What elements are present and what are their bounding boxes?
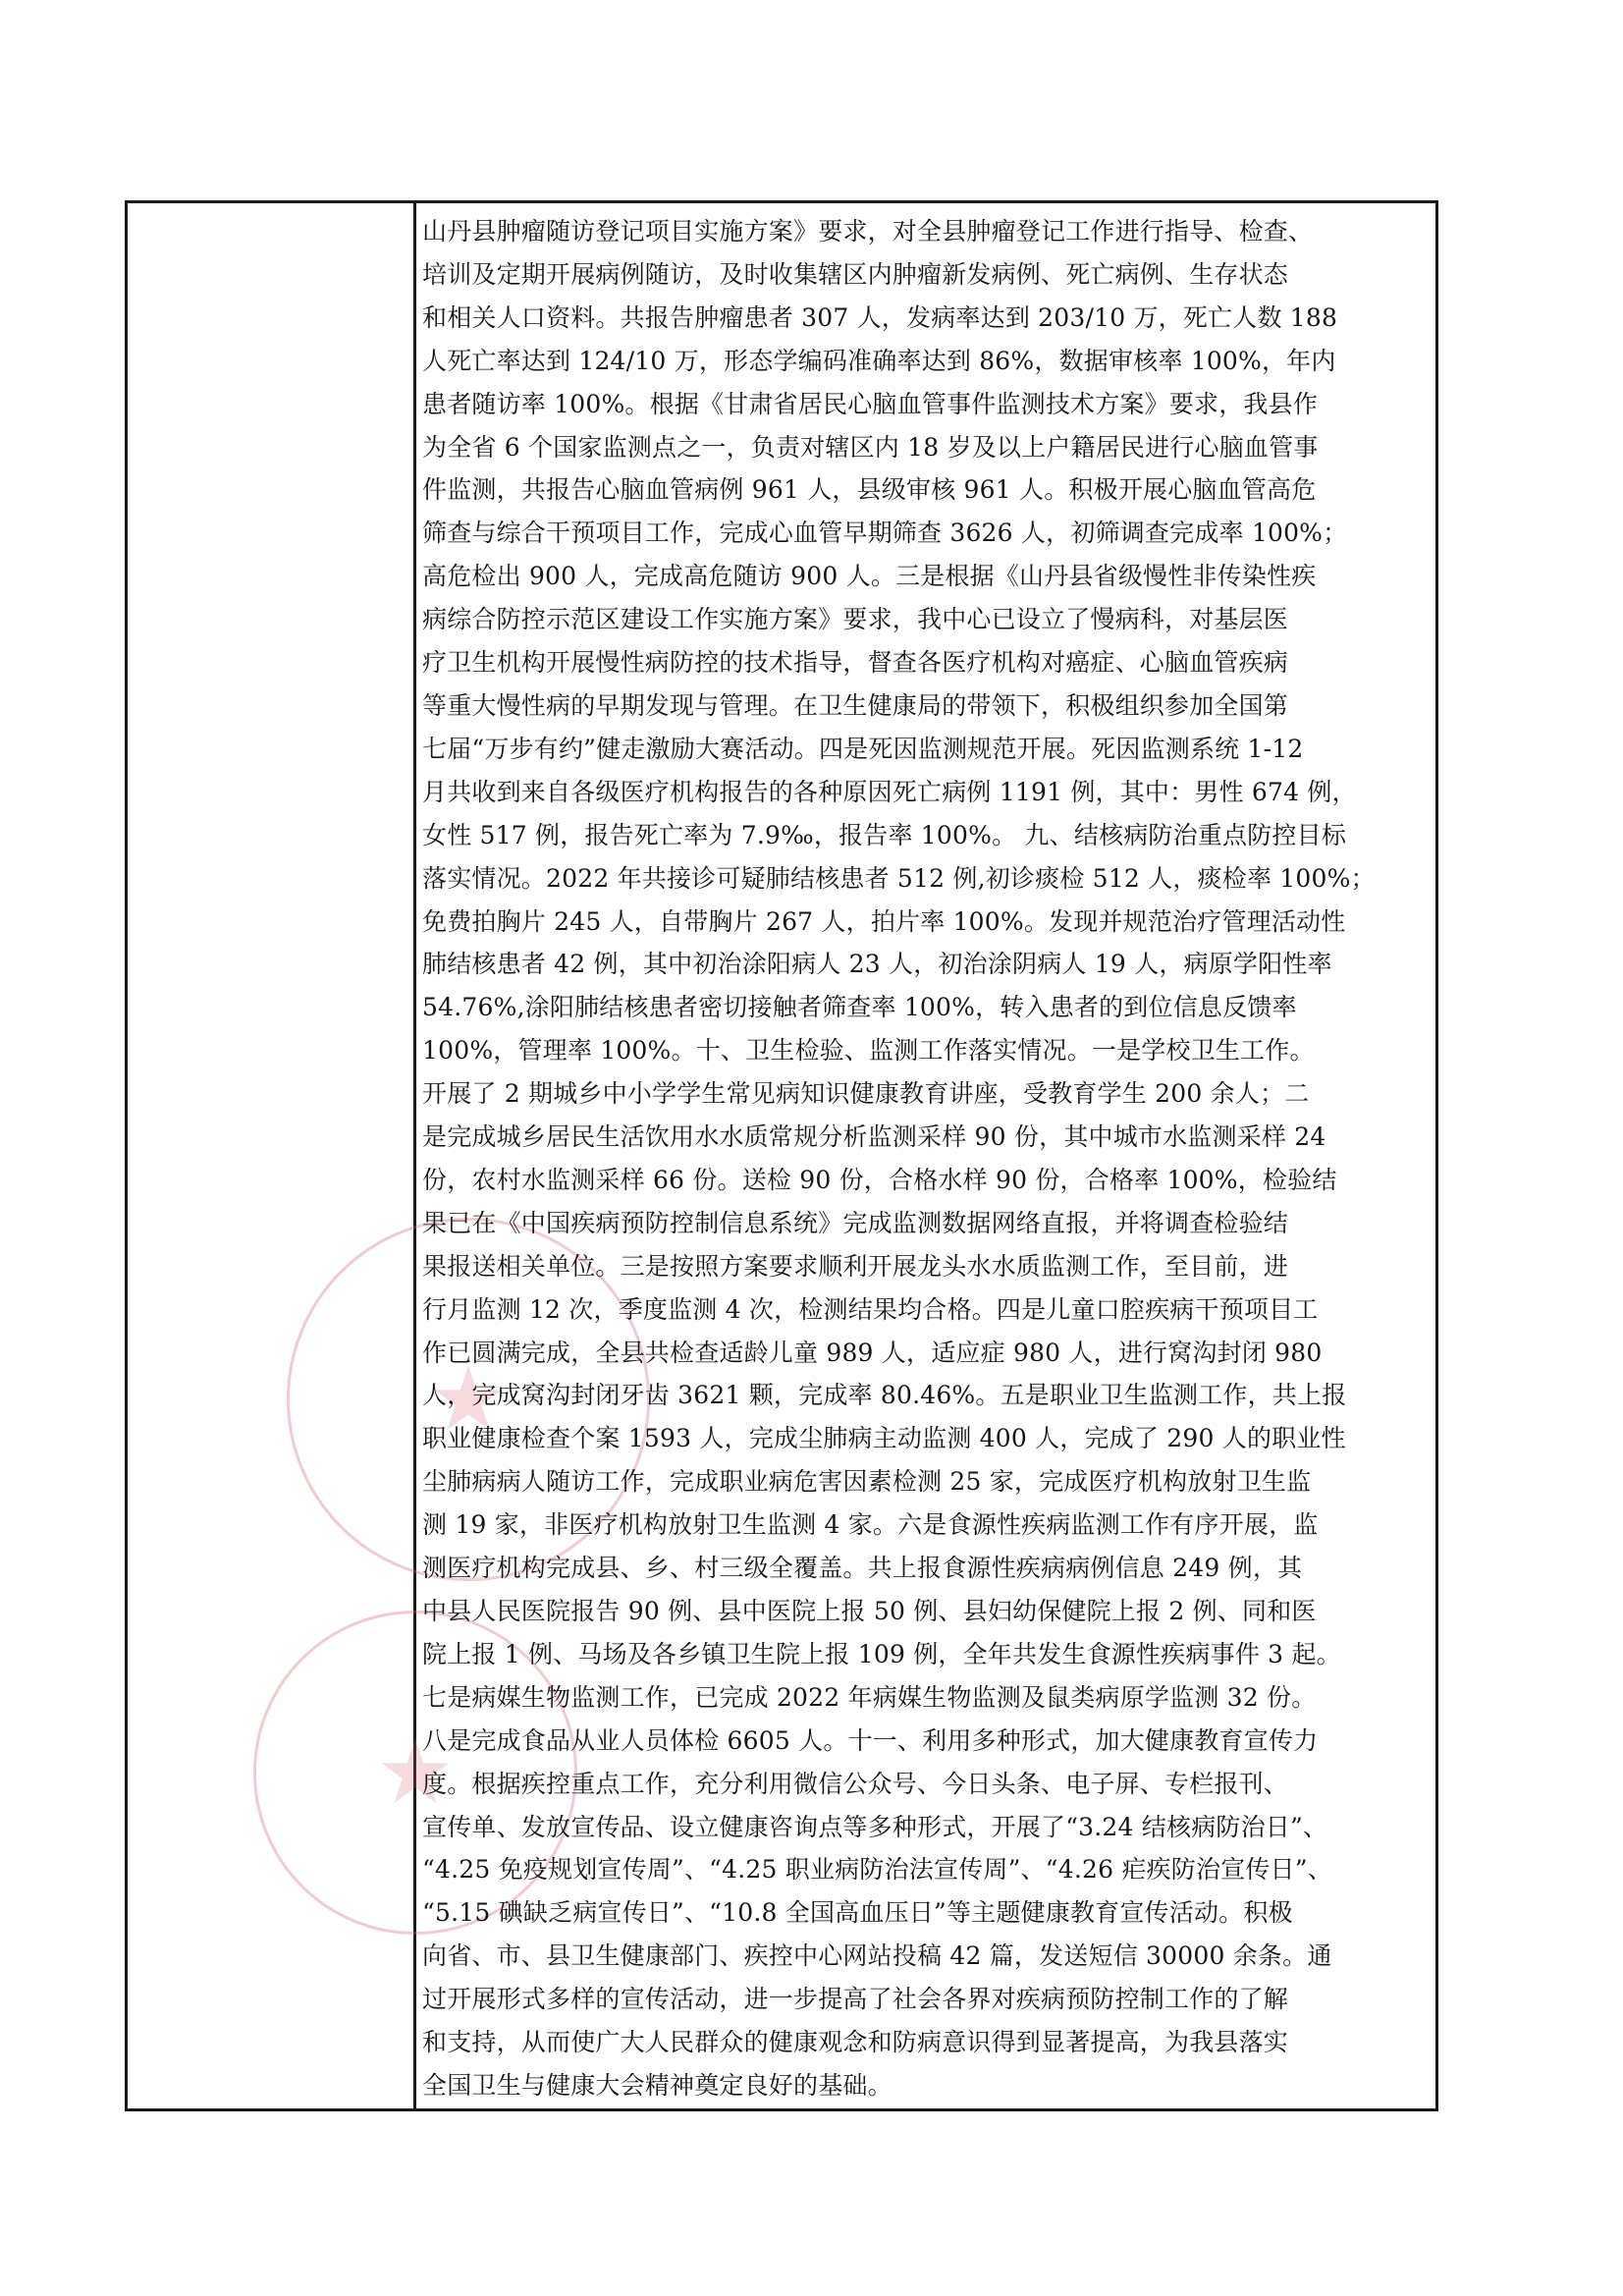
body-line: 过开展形式多样的宣传活动，进一步提高了社会各界对疾病预防控制工作的了解 [422, 1985, 1289, 2014]
body-line: 月共收到来自各级医疗机构报告的各种原因死亡病例 1191 例，其中：男性 674 例， [422, 777, 1357, 806]
body-line: 宣传单、发放宣传品、设立健康咨询点等多种形式，开展了“3.24 结核病防治日”、 [422, 1812, 1328, 1841]
body-line: 病综合防控示范区建设工作实施方案》要求，我中心已设立了慢病科，对基层医 [422, 605, 1289, 634]
body-line: 和支持，从而使广大人民群众的健康观念和防病意识得到显著提高，为我县落实 [422, 2028, 1289, 2057]
body-line: 度。根据疾控重点工作，充分利用微信公众号、今日头条、电子屏、专栏报刊、 [422, 1769, 1289, 1798]
body-line: 向省、市、县卫生健康部门、疾控中心网站投稿 42 篇，发送短信 30000 余条。通 [422, 1941, 1332, 1971]
body-line: 八是完成食品从业人员体检 6605 人。十一、利用多种形式，加大健康教育宣传力 [422, 1725, 1319, 1755]
body-line: 人，完成窝沟封闭牙齿 3621 颗，完成率 80.46%。五是职业卫生监测工作，共上报 [422, 1381, 1347, 1410]
body-line: 疗卫生机构开展慢性病防控的技术指导，督查各医疗机构对癌症、心脑血管疾病 [422, 648, 1289, 678]
body-line: 54.76%,涂阳肺结核患者密切接触者筛查率 100%，转入患者的到位信息反馈率 [422, 993, 1297, 1022]
body-line: “4.25 免疫规划宣传周”、“4.25 职业病防治法宣传周”、“4.26 疟疾防治宣传日”、 [422, 1855, 1332, 1885]
body-line: 筛查与综合干预项目工作，完成心血管早期筛查 3626 人，初筛调查完成率 100%； [422, 519, 1348, 548]
body-line: 全国卫生与健康大会精神奠定良好的基础。 [422, 2070, 893, 2100]
body-line: 女性 517 例，报告死亡率为 7.9‰，报告率 100%。 九、结核病防治重点防控目标 [422, 820, 1347, 849]
body-line: 测医疗机构完成县、乡、村三级全覆盖。共上报食源性疾病病例信息 249 例，其 [422, 1554, 1303, 1583]
body-line: 职业健康检查个案 1593 人，完成尘肺病主动监测 400 人，完成了 290 人的职业性 [422, 1424, 1346, 1453]
body-line: 人死亡率达到 124/10 万，形态学编码准确率达到 86%，数据审核率 100%，年内 [422, 346, 1336, 375]
body-line: 尘肺病病人随访工作，完成职业病危害因素检测 25 家，完成医疗机构放射卫生监 [422, 1467, 1312, 1497]
body-line: 免费拍胸片 245 人，自带胸片 267 人，拍片率 100%。发现并规范治疗管理活动性 [422, 906, 1346, 936]
body-line: 100%，管理率 100%。十、卫生检验、监测工作落实情况。一是学校卫生工作。 [422, 1036, 1315, 1066]
body-line: 山丹县肿瘤随访登记项目实施方案》要求，对全县肿瘤登记工作进行指导、检查、 [422, 217, 1314, 246]
body-line: 肺结核患者 42 例，其中初治涂阳病人 23 人，初治涂阴病人 19 人，病原学阳性率 [422, 950, 1332, 979]
body-line: 落实情况。2022 年共接诊可疑肺结核患者 512 例,初诊痰检 512 人，痰检率 100%； [422, 863, 1376, 893]
body-line: 七届“万步有约”健走激励大赛活动。四是死因监测规范开展。死因监测系统 1-12 [422, 734, 1304, 763]
body-line: 培训及定期开展病例随访，及时收集辖区内肿瘤新发病例、死亡病例、生存状态 [422, 259, 1289, 289]
body-line: 开展了 2 期城乡中小学学生常见病知识健康教育讲座，受教育学生 200 余人；二 [422, 1079, 1310, 1109]
body-line: “5.15 碘缺乏病宣传日”、“10.8 全国高血压日”等主题健康教育宣传活动。积极 [422, 1898, 1293, 1928]
body-line: 为全省 6 个国家监测点之一，负责对辖区内 18 岁及以上户籍居民进行心脑血管事 [422, 432, 1319, 462]
body-line: 和相关人口资料。共报告肿瘤患者 307 人，发病率达到 203/10 万，死亡人数 188 [422, 302, 1338, 332]
body-line: 作已圆满完成，全县共检查适龄儿童 989 人，适应症 980 人，进行窝沟封闭 980 [422, 1338, 1323, 1367]
body-line: 果已在《中国疾病预防控制信息系统》完成监测数据网络直报，并将调查检验结 [422, 1208, 1289, 1237]
body-line: 测 19 家，非医疗机构放射卫生监测 4 家。六是食源性疾病监测工作有序开展，监 [422, 1510, 1319, 1540]
body-line: 是完成城乡居民生活饮用水水质常规分析监测采样 90 份，其中城市水监测采样 24 [422, 1122, 1326, 1152]
document-body-text [422, 210, 1428, 2107]
body-line: 件监测，共报告心脑血管病例 961 人，县级审核 961 人。积极开展心脑血管高危 [422, 475, 1317, 505]
body-line: 等重大慢性病的早期发现与管理。在卫生健康局的带领下，积极组织参加全国第 [422, 690, 1289, 720]
body-line: 行月监测 12 次，季度监测 4 次，检测结果均合格。四是儿童口腔疾病干预项目工 [422, 1294, 1319, 1324]
body-line: 份，农村水监测采样 66 份。送检 90 份，合格水样 90 份，合格率 100%，检验结 [422, 1165, 1337, 1194]
body-line: 果报送相关单位。三是按照方案要求顺利开展龙头水水质监测工作，至目前，进 [422, 1251, 1289, 1281]
body-line: 高危检出 900 人，完成高危随访 900 人。三是根据《山丹县省级慢性非传染性疾 [422, 562, 1317, 591]
seal-stamp-icon: ★ [253, 1611, 577, 1935]
body-line: 院上报 1 例、马场及各乡镇卫生院上报 109 例，全年共发生食源性疾病事件 3 起。 [422, 1639, 1341, 1668]
seal-stamp-icon: ★ [287, 1218, 650, 1581]
body-line: 中县人民医院报告 90 例、县中医院上报 50 例、县妇幼保健院上报 2 例、同和医 [422, 1597, 1317, 1625]
body-line: 七是病媒生物监测工作，已完成 2022 年病媒生物监测及鼠类病原学监测 32 份。 [422, 1682, 1317, 1712]
body-line: 患者随访率 100%。根据《甘肃省居民心脑血管事件监测技术方案》要求，我县作 [422, 389, 1319, 418]
